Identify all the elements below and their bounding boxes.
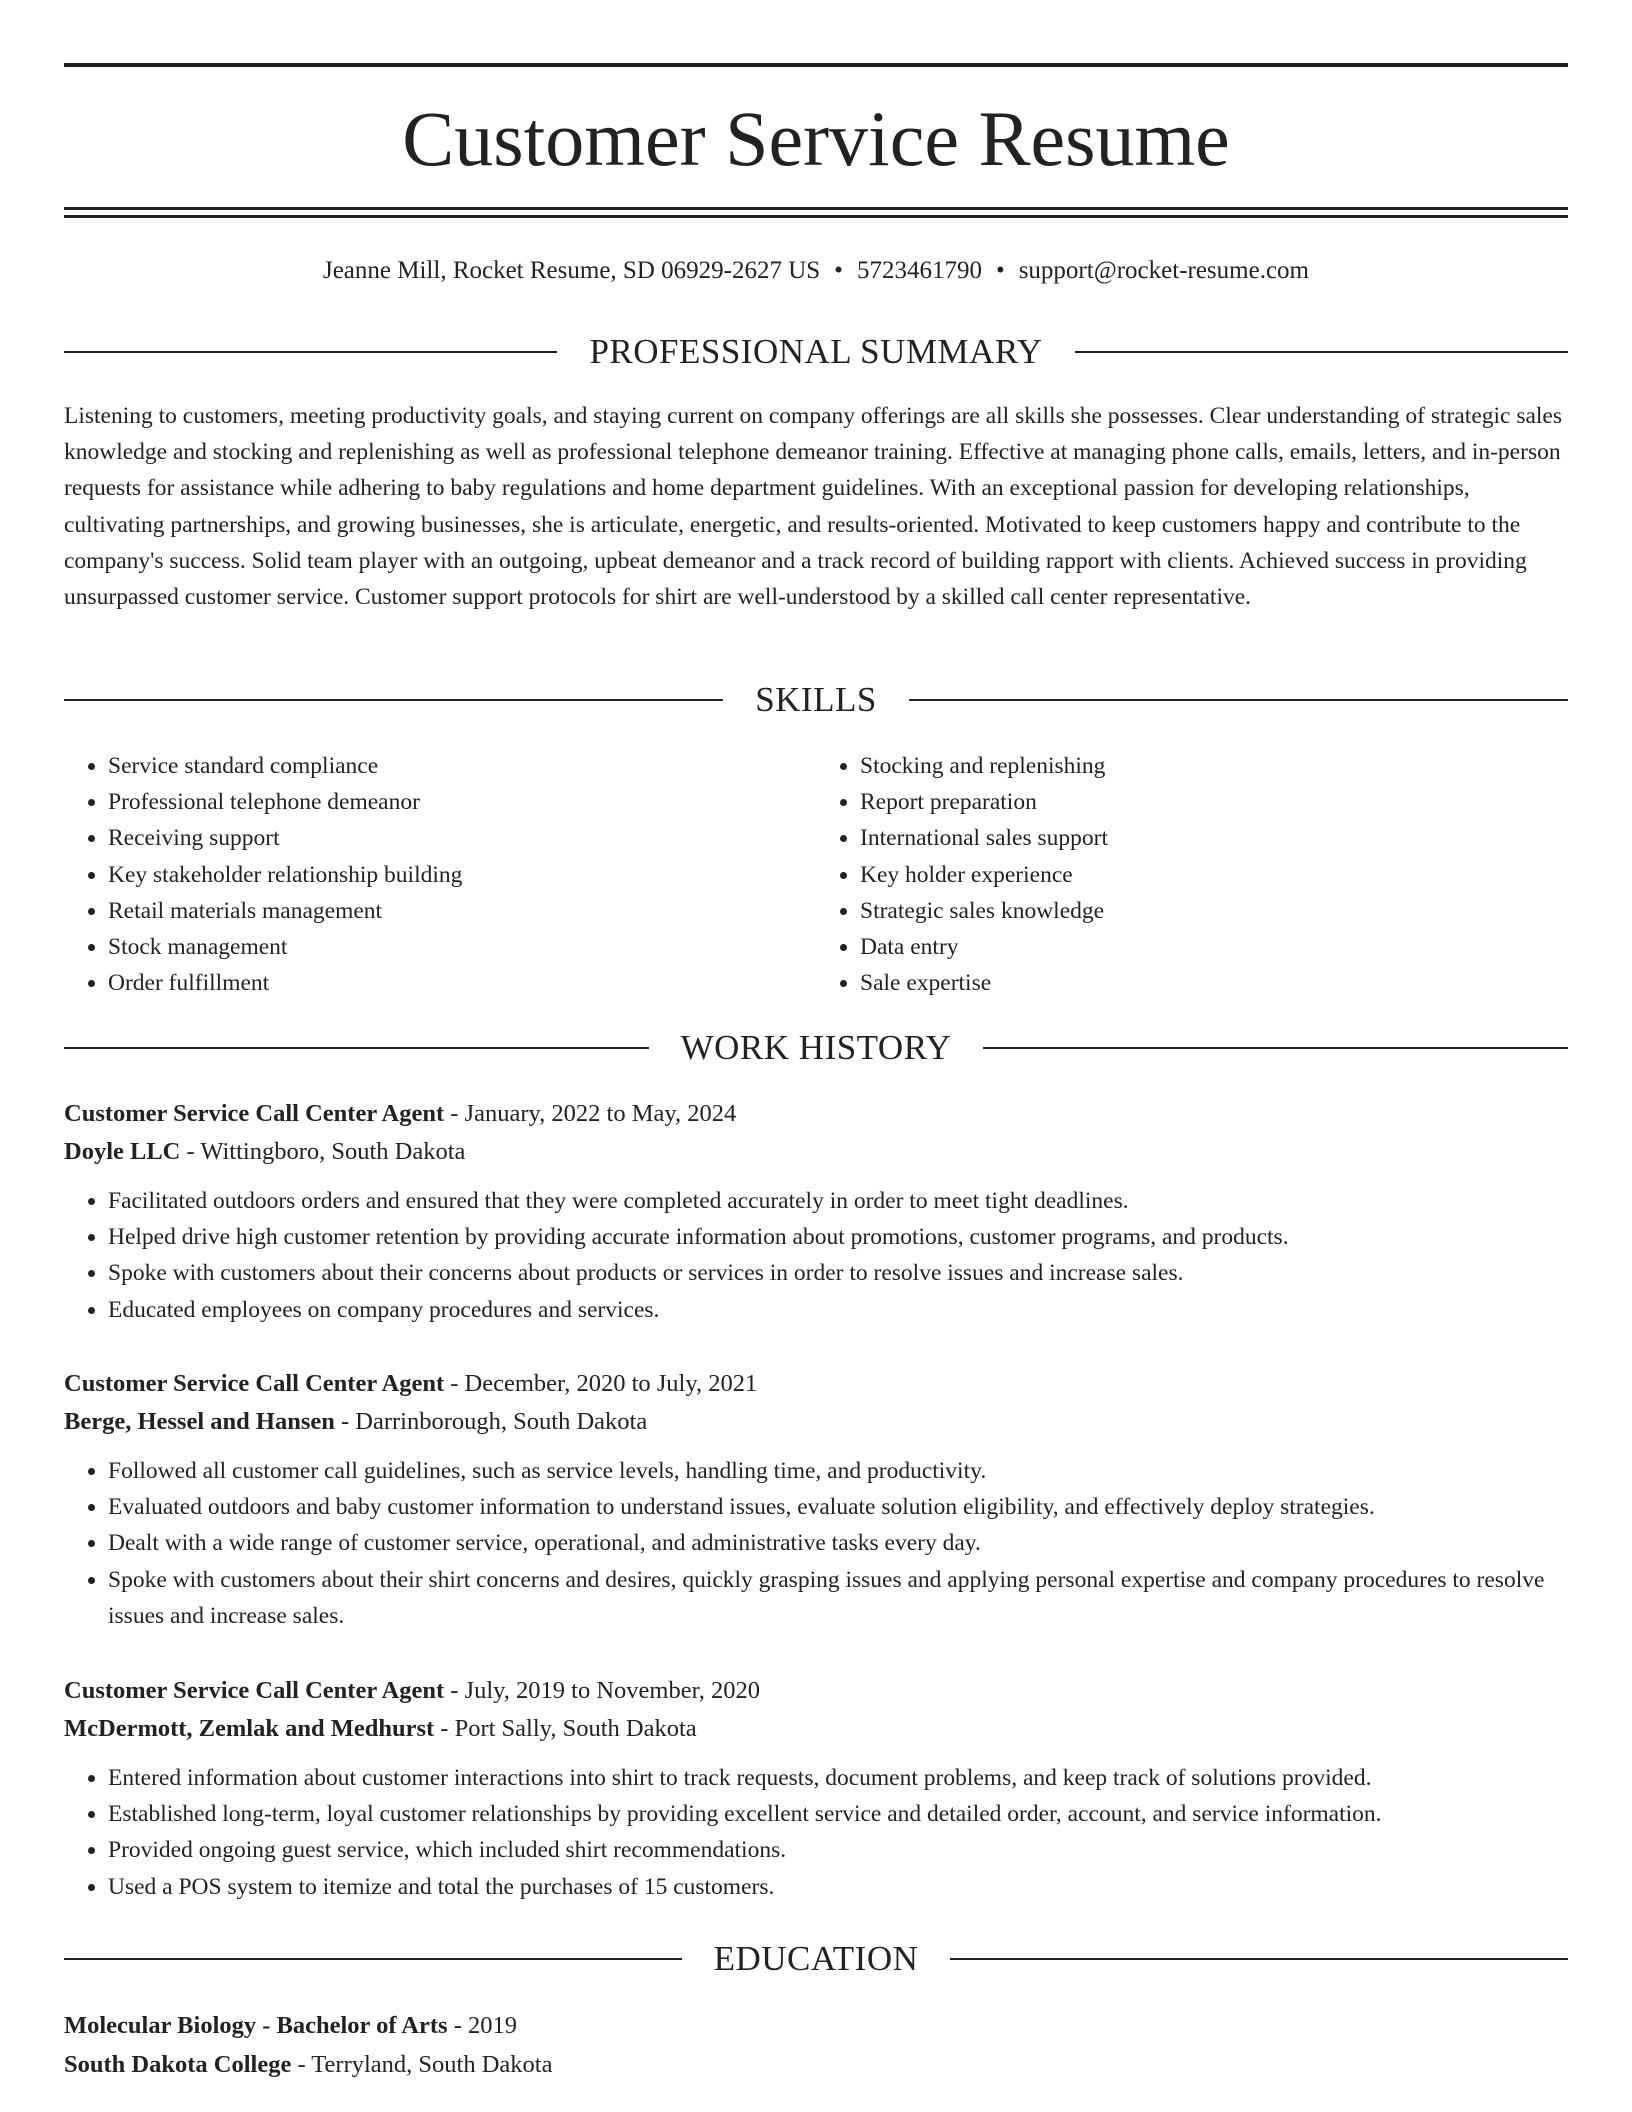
skill-item: • Order fulfillment (108, 965, 816, 1001)
job-bullet: • Dealt with a wide range of customer service, operational, and administrative tasks every day. (108, 1525, 1568, 1561)
heading-rule (64, 699, 723, 701)
job-company-line (64, 1133, 1568, 1171)
job-title: Customer Service Call Center Agent (64, 1100, 445, 1127)
contact-address: Jeanne Mill, Rocket Resume, SD 06929-2627 US (322, 257, 821, 284)
job-bullet: • Provided ongoing guest service, which included shirt recommendations. (108, 1832, 1568, 1868)
education-school: South Dakota College (64, 2051, 292, 2078)
job-bullet: • Facilitated outdoors orders and ensured that they were completed accurately in order to meet tight deadlines. (108, 1183, 1568, 1219)
skill-item: • Key stakeholder relationship building (108, 857, 816, 893)
job-company-line (64, 1403, 1568, 1441)
job-bullet: • Helped drive high customer retention by providing accurate information about promotions, customer programs, and products. (108, 1219, 1568, 1255)
job-dates: - December, 2020 to July, 2021 (444, 1370, 758, 1397)
skills-column-left (64, 748, 816, 1001)
job-bullet: • Spoke with customers about their shirt concerns and desires, quickly grasping issues and applying personal expertise and company procedures to resolve issues and increase sales. (108, 1562, 1568, 1634)
job-entry (64, 1095, 1568, 1328)
skills-column-right (816, 748, 1568, 1001)
job-entry (64, 1672, 1568, 1905)
job-bullet: • Established long-term, loyal customer relationships by providing excellent service and detailed order, account, and service information. (108, 1796, 1568, 1832)
job-company: Berge, Hessel and Hansen (64, 1408, 335, 1435)
education-degree-line (64, 2006, 1568, 2045)
job-title-line (64, 1672, 1568, 1710)
skill-item: • Stocking and replenishing (860, 748, 1568, 784)
job-entry (64, 1365, 1568, 1634)
skill-item: • Professional telephone demeanor (108, 784, 816, 820)
job-bullet: • Evaluated outdoors and baby customer information to understand issues, evaluate solution eligibility, and effectively deploy strategies. (108, 1489, 1568, 1525)
skills-heading-label: SKILLS (755, 680, 877, 719)
skill-item: • International sales support (860, 820, 1568, 856)
work-history-heading (64, 1026, 1568, 1070)
job-bullet: • Educated employees on company procedures and services. (108, 1292, 1568, 1328)
heading-rule (64, 1047, 649, 1049)
education-year: - 2019 (447, 2012, 517, 2039)
job-bullets (64, 1183, 1568, 1328)
contact-email: support@rocket-resume.com (1018, 257, 1309, 284)
heading-rule (983, 1047, 1568, 1049)
work-history-heading-label: WORK HISTORY (680, 1028, 952, 1067)
job-bullet: • Used a POS system to itemize and total the purchases of 15 customers. (108, 1869, 1568, 1905)
skill-item: • Data entry (860, 929, 1568, 965)
job-title-line (64, 1095, 1568, 1133)
contact-phone: 5723461790 (856, 257, 982, 284)
skills-list (64, 748, 1568, 1001)
job-title: Customer Service Call Center Agent (64, 1677, 445, 1704)
title-rule-upper (64, 207, 1568, 210)
education-location: - Terryland, South Dakota (291, 2051, 553, 2078)
top-rule (64, 63, 1568, 67)
skills-heading (64, 678, 1568, 722)
job-dates: - January, 2022 to May, 2024 (444, 1100, 737, 1127)
job-bullet: • Entered information about customer interactions into shirt to track requests, document problems, and keep track of solutions provided. (108, 1760, 1568, 1796)
skill-item: • Report preparation (860, 784, 1568, 820)
summary-heading-label: PROFESSIONAL SUMMARY (589, 332, 1043, 371)
skill-item: • Service standard compliance (108, 748, 816, 784)
resume-title: Customer Service Resume (402, 95, 1230, 182)
job-company: Doyle LLC (64, 1138, 181, 1165)
contact-separator: • (834, 257, 843, 284)
job-location: - Wittingboro, South Dakota (180, 1138, 466, 1165)
job-bullets (64, 1760, 1568, 1905)
education-entry (64, 2006, 1568, 2084)
title-rule-lower (64, 215, 1568, 218)
education-heading (64, 1937, 1568, 1981)
skill-item: • Strategic sales knowledge (860, 893, 1568, 929)
job-dates: - July, 2019 to November, 2020 (444, 1677, 761, 1704)
heading-rule (1075, 351, 1568, 353)
heading-rule (64, 351, 557, 353)
education-degree: Molecular Biology - Bachelor of Arts (64, 2012, 448, 2039)
skill-item: • Retail materials management (108, 893, 816, 929)
job-bullet: • Spoke with customers about their concerns about products or services in order to resolve issues and increase sales. (108, 1255, 1568, 1291)
contact-separator: • (995, 257, 1005, 284)
heading-rule (909, 699, 1568, 701)
job-location: - Darrinborough, South Dakota (334, 1408, 648, 1435)
job-bullets (64, 1453, 1568, 1634)
education-school-line (64, 2045, 1568, 2084)
job-location: - Port Sally, South Dakota (434, 1715, 697, 1742)
summary-paragraph: Listening to customers, meeting productivity goals, and staying current on company offerings are all skills she possesses. Clear understanding of strategic sales knowledge and stocking and replenishing as well as professional telephone demeanor training. Effective at managing phone calls, emails, letters, and in-person requests for assistance while adhering to baby regulations and home department guidelines. With an exceptional passion for developing relationships, cultivating partnerships, and growing businesses, she is articulate, energetic, and results-oriented. Motivated to keep customers happy and contribute to the company's success. Solid team player with an outgoing, upbeat demeanor and a track record of building rapport with clients. Achieved success in providing unsurpassed customer service. Customer support protocols for shirt are well-understood by a skilled call center representative. (64, 403, 1563, 611)
job-title: Customer Service Call Center Agent (64, 1370, 445, 1397)
heading-rule (64, 1958, 682, 1960)
summary-heading (64, 330, 1568, 374)
contact-line (64, 255, 1568, 287)
job-bullet: • Followed all customer call guidelines, such as service levels, handling time, and productivity. (108, 1453, 1568, 1489)
job-company-line (64, 1710, 1568, 1748)
skill-item: • Stock management (108, 929, 816, 965)
job-title-line (64, 1365, 1568, 1403)
skill-item: • Receiving support (108, 820, 816, 856)
skill-item: • Sale expertise (860, 965, 1568, 1001)
job-company: McDermott, Zemlak and Medhurst (64, 1715, 435, 1742)
heading-rule (950, 1958, 1568, 1960)
skill-item: • Key holder experience (860, 857, 1568, 893)
education-heading-label: EDUCATION (713, 1939, 919, 1978)
